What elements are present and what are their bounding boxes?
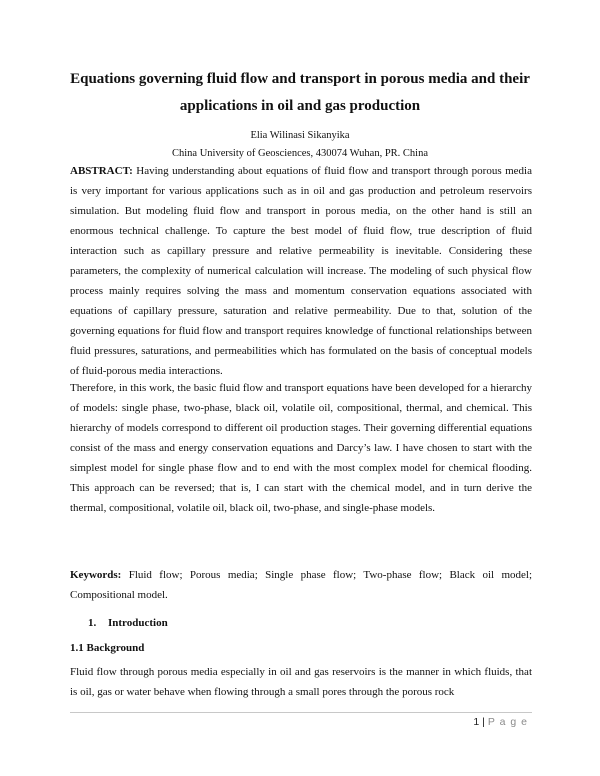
keywords-paragraph <box>70 565 532 605</box>
abstract-text: Having understanding about equations of fluid flow and transport through porous media is very important for various applications such as in oil and gas production and petroleum reservoirs simulation. But modeling fluid flow and transport in porous media, on the other hand is still an enormous technical challenge. To capture the best model of fluid flow, true description of fluid interaction such as capillary pressure and relative permeability is inevitable. Considering these parameters, the complexity of numerical calculation will increase. The modeling of such physical flow process mainly requires solving the mass and momentum conservation equations associated with equations of capillary pressure, saturation and relative permeability. Due to that, solution of the governing equations for fluid flow and transport requires knowledge of functional relationships between fluid pressures, saturations, and permeabilities which has formulated on the basis of conceptual models of fluid-porous media interactions. <box>70 165 532 377</box>
author-affiliation: China University of Geosciences, 430074 Wuhan, PR. China <box>171 148 428 159</box>
footer-separator: | <box>482 716 485 728</box>
paper-title <box>60 66 540 120</box>
author-name: Elia Wilinasi Sikanyika <box>250 130 350 141</box>
abstract-paragraph <box>70 161 532 381</box>
page-label: P a g e <box>487 716 528 728</box>
title-line-2: applications in oil and gas production <box>179 98 421 114</box>
keywords-label: Keywords: <box>70 569 122 581</box>
subsection-heading-background: 1.1 Background <box>70 642 145 654</box>
page-number: 1 <box>473 716 480 728</box>
introduction-paragraph: Fluid flow through porous media especially in oil and gas reservoirs is the manner in which fluids, that is oil, gas or water behave when flowing through a small pores through the porous rock <box>70 666 532 698</box>
section-number: 1. <box>88 617 97 629</box>
page-footer <box>473 714 528 730</box>
body-paragraph: Therefore, in this work, the basic fluid flow and transport equations have been developed for a hierarchy of models: single phase, two-phase, black oil, volatile oil, compositional, thermal, and chemical. This hierarchy of models correspond to different oil production stages. Their governing differential equations consist of the mass and energy conservation equations and Darcy’s law. I have chosen to start with the simplest model for single phase flow and to end with the most complex model for chemical flooding. This approach can be reversed; that is, I can start with the chemical model, and in turn derive the thermal, compositional, volatile oil, black oil, two-phase, and single-phase models. <box>70 382 532 514</box>
footer-divider <box>70 712 532 713</box>
keywords-text: Fluid flow; Porous media; Single phase flow; Two-phase flow; Black oil model; Compositional model. <box>70 569 533 601</box>
abstract-label: ABSTRACT: <box>70 165 133 177</box>
title-line-1: Equations governing fluid flow and transport in porous media and their <box>70 71 530 87</box>
section-heading-introduction <box>88 613 168 633</box>
section-title: Introduction <box>108 617 168 629</box>
